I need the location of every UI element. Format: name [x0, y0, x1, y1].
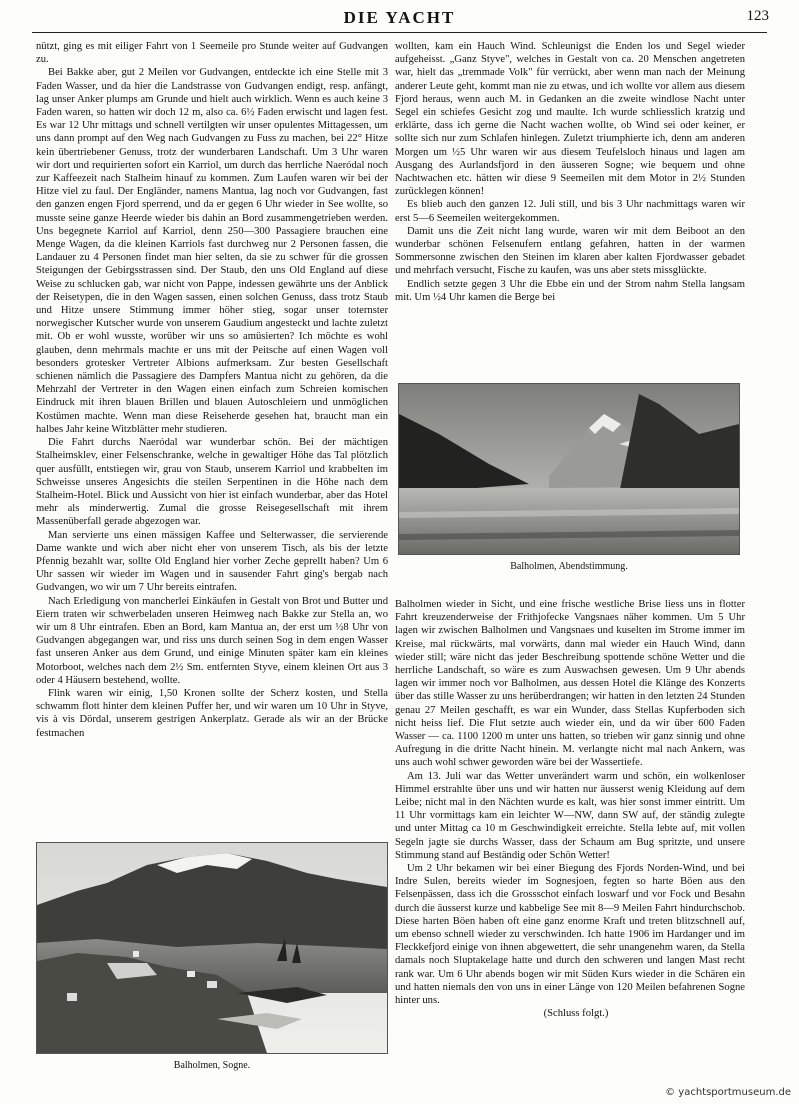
paragraph: Flink waren wir einig, 1,50 Kronen sollte der Scherz kosten, und Stella schwamm flott hinter dem kleinen Puffer her, und wir waren um 10 Uhr in Styve, vis à vis Dördal, unserem gestrigen Ankerplatz. Gerade als wir an der Brücke festmachen	[36, 687, 388, 739]
paragraph: nützt, ging es mit eiliger Fahrt von 1 Seemeile pro Stunde weiter auf Gudvangen zu.	[36, 41, 388, 66]
page-header	[0, 6, 799, 30]
right-column-lower-text	[395, 598, 745, 1021]
paragraph: Nach Erledigung von mancherlei Einkäufen in Gestalt von Brot und Butter und Eiern traten wir schwerbeladen unseren Heimweg nach Bakke zur Stella an, wo wir um 8 Uhr eintrafen. Eben an Bord, kam Mantua an, der erst um ½8 Uhr von Gudvangen abgegangen war, und riss uns durch seinen Sog in dem engen Wasser fast unseren Anker aus dem Grund, und einige Minuten später kam ein kleines Motorboot, welches nach dem 2½ Sm. entfernten Styve, einem kleinen Ort aus 3 oder 4 Häusern bestehend, wollte.	[36, 595, 388, 686]
paragraph: Endlich setzte gegen 3 Uhr die Ebbe ein und der Strom nahm Stella langsam mit. Um ½4 Uhr kamen die Berge bei	[395, 278, 745, 303]
paragraph: Bei Bakke aber, gut 2 Meilen vor Gudvangen, entdeckte ich eine Stelle mit 3 Faden Wasser, und da hier die Landstrasse von Gudvangen endigt, resp. anfängt, lag unser Anker plumps am Grunde und hielt auch wirklich. Wenn es auch keine 3 Faden waren, so hatten wir doch 12 m, also ca. 6½ Faden erwischt und lagen fest. Es war 12 Uhr mittags und schnell vertilgten wir unser opulentes Mittagessen, um uns dann prompt auf den Weg nach Gudvangen zu Fuss zu machen, bei 22° Hitze kein übertriebener Genuss, trotz der wunderbaren Landschaft. Um 3 Uhr waren wir dort und requirierten sofort ein Karriol, um durch das herrliche Naeródal noch zur Kaffeezeit nach Stalheim hinauf zu kommen. Zum Laufen waren wir bei der Hitze viel zu faul. Der Engländer, namens Mantua, lag noch vor Gudvangen, fast den ganzen engen Fjord sperrend, und da er gegen 6 Uhr wieder in See wollte, so musste seine ganze Heerde wieder bis dahin an Bord zusammengetrieben werden. Uns begegnete Karriol auf Karriol, denn 250—300 Passagiere brauchen eine Menge Wagen, da die kleinen Karriols fast durchweg nur 2 Personen fassen, die Landauer zu 4 Personen findet man hier selten, da sie zu schwer für die grossen Steigungen der Gebirgsstrassen sind. Der Staub, den uns Old England auf diese Weise zu schlucken gab, war nicht von Pappe, indessen gewährte uns der Anblick der Reisetypen, die in den Wagen sassen, einen solchen Genuss, dass trotz Staub und Hitze unsere Stimmung immer höher stieg, sogar unser toternster norwegischer Kutscher wurde von unserem Gaudium angesteckt und lachte zuletzt mit. Ob er wohl wusste, worüber wir uns so amüsierten? Ich möchte es wohl glauben, denn mehrmals machte er uns mit der Peitsche auf einen Wagen voll besonders grotesker Vertreter Albions aufmerksam. Zur besten Gesellschaft schienen nämlich die Passagiere des Dampfers Mantua nicht zu gehören, da die Mehrzahl der Vertreter in den Wagen einen einfach zum Schreien komischen Eindruck mit ihren blauen Brillen und blauen Autoschleiern und unmöglichen Kostümen machte. Wenn man diese Reiseherde gesehen hat, braucht man ein halbes Jahr keine Witzblätter mehr studieren.	[36, 67, 388, 435]
balholmen-sogne-photo	[36, 842, 388, 1054]
continuation-note: (Schluss folgt.)	[543, 1008, 609, 1020]
paragraph: Am 13. Juli war das Wetter unverändert warm und schön, ein wolkenloser Himmel erstrahlte über uns und wir hatten nur äusserst wenig Kleidung auf dem Leibe; nicht mal in den Nächten wurde es kalt, was hier sonst immer eintritt. Um 11 Uhr vormittags kam ein leichter W—NW, dann SW auf, der ständig zulegte und unter Mittag ca 10 m Geschwindigkeit erreichte. Stella lebte auf, mit vollen Segeln jagte sie durchs Wasser, dass der Schaum am Bug spritzte, und unsere Stimmung stand auf Beständig oder Schön Wetter!	[395, 770, 745, 861]
paragraph: Die Fahrt durchs Naeródal war wunderbar schön. Bei der mächtigen Stalheimsklev, einer Felsenschranke, welche in gewaltiger Höhe das Tal plötzlich quer ausfüllt, entstiegen wir, grau von Staub, unserem Karriol und krabbelten im Schweisse unseres Angesichts die steilen Serpentinen in die Höhe nach dem Stalheim-Hotel. Blick und Aussicht von hier ist einfach wunderbar, aber das Hotel mehr als minderwertig. Zumal die grosse Reisegesellschaft mit ihrem Massenüberfall gerade abgezogen war.	[36, 437, 388, 528]
figure-caption: Balholmen, Abendstimmung.	[510, 561, 628, 572]
journal-title: DIE YACHT	[343, 8, 456, 27]
right-column	[395, 40, 745, 304]
left-column-text	[36, 40, 388, 840]
paragraph: Um 2 Uhr bekamen wir bei einer Biegung des Fjords Norden-Wind, und bei Indre Sulen, bereits wieder im Sognesjoen, fegten so harte Böen aus den Felsenpässen, dass ich die Grossschot einfach loswarf und vor Fock und Besahn durch die äusserst kurze und kabbelige See mit 8—9 Meilen Fahrt hindurchschob. Diese harten Böen haben oft eine ganz enorme Kraft und treten blitzschnell auf, um ebenso schnell wieder zu verschwinden. Ich hatte 1906 im Hardanger und im Fleckkefjord einige von ihnen abgewettert, die sehr unangenehm waren, da Stella damals noch Sluptakelage hatte und durch den schweren und langen Mast recht rank war. Um 6 Uhr abends bogen wir mit Süden Kurs wieder in die Schären ein und hatten niemals den von uns in einer Länge von 120 Meilen befahrenen Sogne hinter uns.	[395, 863, 745, 1007]
page-number: 123	[746, 8, 769, 24]
paragraph: Damit uns die Zeit nicht lang wurde, waren wir mit dem Beiboot an den wunderbar schönen Felsenufern entlang gefahren, hatten in der warmen Sommersonne zwischen den Steinen im klaren aber kalten Fjordwasser gebadet und mehrfach versucht, Fische zu kaufen, was uns aber stets missglückte.	[395, 225, 745, 277]
balholmen-abendstimmung-photo	[398, 383, 740, 555]
paragraph: Es blieb auch den ganzen 12. Juli still, und bis 3 Uhr nachmittags waren wir erst 5—6 Seemeilen weitergekommen.	[395, 199, 745, 224]
paragraph: Balholmen wieder in Sicht, und eine frische westliche Brise liess uns in flotter Fahrt kreuzenderweise der Frithjofecke Vangsnaes näher kommen. Um 5 Uhr lagen wir zwischen Balholmen und Vangsnaes und kuselten im Strome immer im Kreise, mal rückwärts, mal vorwärts, dann mal wieder ein Hauch Wind, dann wieder still; wäre nicht das jeder Beschreibung spottende schöne Wetter und die herrliche Landschaft, so wäre es zum Auswachsen gewesen. Um 9 Uhr abends lagen wir immer noch vor Balholmen, aus dessen Hotel die Klänge des Konzerts über das stille Wasser zu uns herüberdrangen; wir hatten in den letzten 24 Stunden genau 27 Meilen geschafft, es war ein Wunder, dass Stellas Kupferboden sich nicht heiss lief. Die Flut setzte auch wieder ein, und da wir über 600 Faden Wasser — ca. 1100 1200 m unter uns hatten, so trieben wir ganz sinnig und ohne Aufregung in die dritte Nacht hinein. M. verlangte nicht mal nach Ankern, was uns auch wohl schwer geworden wäre bei der Wassertiefe.	[395, 599, 745, 769]
watermark: © yachtsportmuseum.de	[665, 1087, 791, 1098]
header-rule	[32, 32, 767, 33]
left-column	[36, 40, 388, 840]
figure-balholmen-abendstimmung	[398, 383, 740, 572]
paragraph: Man servierte uns einen mässigen Kaffee und Selterwasser, die servierende Dame wankte und wich aber nicht eher von unserem Tisch, als bis der letzte Pfennig bezahlt war, sollte Old England hier vorher Zeche geprellt haben? Um 6 Uhr sassen wir wieder im Wagen und in sausender Fahrt ging's bergab nach Gudvangen, wo wir um 7 Uhr bereits eintrafen.	[36, 529, 388, 594]
paragraph: wollten, kam ein Hauch Wind. Schleunigst die Enden los und Segel wieder aufgeheisst. „Ganz Styve", welches in Gestalt von ca. 20 Menschen angetreten war, hielt das „tremmade Volk" für verrückt, aber wenn man nach der Meinung anderer Leute geht, kommt man nie zu etwas, und ich wollte vor allem aus diesem Fjord heraus, wenn auch M. in Gedanken an die zweite windlose Nacht unter Segel ein schiefes Gesicht zog und maulte. Ich wurde schliesslich kratzig und erklärte, dass ich gerne die Nacht wachen wollte, ob Wind sei oder keiner, er sollte sich nur zum Schlafen hinlegen. Zuletzt triumphierte ich, denn am anderen Morgen um ½5 Uhr waren wir aus diesem Teufelsloch hinaus und lagen am Ausgang des Aurlandsfjord in den äusseren Sogne; wie bequem und ohne Nachtwachen etc. hätten wir diese 9 Seemeilen mit dem Motor in 2½ Stunden zurücklegen können!	[395, 41, 745, 198]
figure-balholmen-sogne	[36, 842, 388, 1071]
figure-caption: Balholmen, Sogne.	[173, 1060, 251, 1071]
